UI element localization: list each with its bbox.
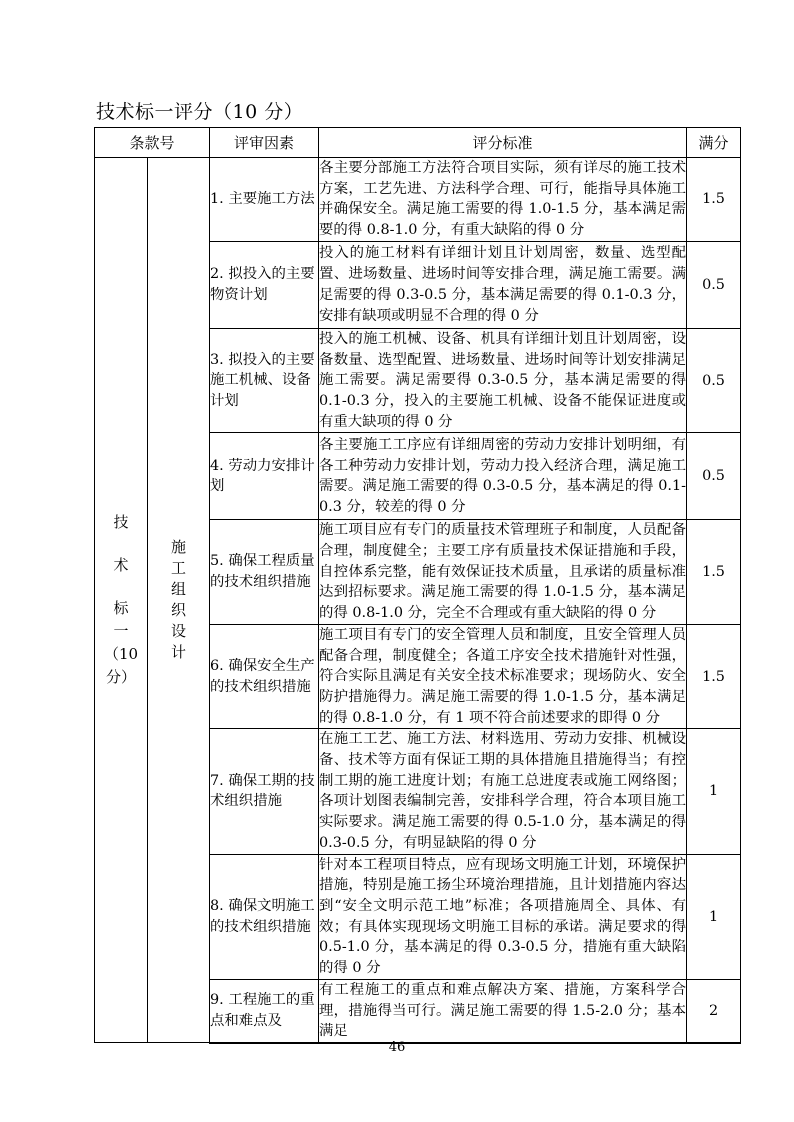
table-row (95, 158, 741, 242)
criteria-cell: 投入的施工机械、设备、机具有详细计划且计划周密，设备数量、选型配置、进场数量、进场时间等计划安排满足施工需要。满足需要得 0.3-0.5 分，基本满足需要的得 0.1-0.3 分，投入的主要施工机械、设备不能保证进度或有重大缺项的得 0 分 (319, 328, 687, 433)
factor-cell: 5. 确保工程质量的技术组织措施 (210, 520, 319, 625)
score-cell: 1.5 (687, 624, 741, 729)
header-factor: 评审因素 (210, 128, 319, 158)
vertical-char: 施 (171, 538, 187, 557)
criteria-cell: 针对本工程项目特点，应有现场文明施工计划，环境保护措施，特别是施工扬尘环境治理措施，且计划措施内容达到“安全文明示范工地”标准；各项措施周全、具体、有效；有具体实现现场文明施工目标的承诺。满足要求的得 0.5-1.0 分，基本满足的得 0.3-0.5 分，措施有重大缺陷的得 0 分 (319, 854, 687, 979)
criteria-cell: 施工项目有专门的安全管理人员和制度，且安全管理人员配备合理，制度健全；各道工序安全技术措施针对性强，符合实际且满足有关安全技术标准要求；现场防火、安全防护措施得力。满足施工需要的得 1.0-1.5 分，基本满足的得 0.8-1.0 分，有 1 项不符合前述要求的即得 0 分 (319, 624, 687, 729)
section-group-cell (148, 158, 210, 1043)
factor-cell: 7. 确保工期的技术组织措施 (210, 729, 319, 854)
vertical-char: 组 (171, 580, 187, 599)
factor-cell: 6. 确保安全生产的技术组织措施 (210, 624, 319, 729)
clause-group-label (95, 511, 147, 689)
vertical-char: 工 (171, 559, 187, 578)
factor-cell: 8. 确保文明施工的技术组织措施 (210, 854, 319, 979)
table-header-row (95, 128, 741, 158)
vertical-char: 标 (113, 599, 129, 618)
header-criteria: 评分标准 (319, 128, 687, 158)
vertical-char: 计 (171, 643, 187, 662)
score-cell: 2 (687, 979, 741, 1043)
score-cell: 1.5 (687, 520, 741, 625)
criteria-cell: 施工项目应有专门的质量技术管理班子和制度，人员配备合理，制度健全；主要工序有质量技术保证措施和手段，自控体系完整，能有效保证技术质量，且承诺的质量标准达到招标要求。满足施工需要的得 1.0-1.5 分，基本满足的得 0.8-1.0 分，完全不合理或有重大缺陷的得 0 分 (319, 520, 687, 625)
vertical-char: 织 (171, 601, 187, 620)
clause-group-cell (95, 158, 148, 1043)
section-group-label (148, 537, 209, 663)
score-cell: 1 (687, 854, 741, 979)
criteria-cell: 有工程施工的重点和难点解决方案、措施，方案科学合理，措施得当可行。满足施工需要的得 1.5-2.0 分；基本满足 (319, 979, 687, 1043)
factor-cell: 9. 工程施工的重点和难点及 (210, 979, 319, 1043)
header-clause-no: 条款号 (95, 128, 210, 158)
score-cell: 1.5 (687, 158, 741, 242)
criteria-cell: 各主要施工工序应有详细周密的劳动力安排计划明细，有各工种劳动力安排计划，劳动力投入经济合理，满足施工需要。满足施工需要的得 0.3-0.5 分，基本满足的得 0.1-0.3 分，较差的得 0 分 (319, 433, 687, 520)
score-cell: 0.5 (687, 328, 741, 433)
factor-cell: 3. 拟投入的主要施工机械、设备计划 (210, 328, 319, 433)
vertical-char: 技 (113, 513, 129, 532)
score-cell: 0.5 (687, 241, 741, 328)
vertical-char: （10 (103, 645, 139, 664)
factor-cell: 1. 主要施工方法 (210, 158, 319, 242)
criteria-cell: 投入的施工材料有详细计划且计划周密，数量、选型配置、进场数量、进场时间等安排合理，满足施工需要。满足需要的得 0.3-0.5 分，基本满足需要的得 0.1-0.3 分，安排有缺项或明显不合理的得 0 分 (319, 241, 687, 328)
vertical-char: 设 (171, 622, 187, 641)
score-cell: 1 (687, 729, 741, 854)
vertical-char: 术 (113, 556, 129, 575)
criteria-cell: 在施工工艺、施工方法、材料选用、劳动力安排、机械设备、技术等方面有保证工期的具体措施且措施得当；有控制工期的施工进度计划；有施工总进度表或施工网络图；各项计划图表编制完善，安排科学合理，符合本项目施工实际要求。满足施工需要的得 0.5-1.0 分，基本满足的得 0.3-0.5 分，有明显缺陷的得 0 分 (319, 729, 687, 854)
page-number: 46 (388, 1040, 406, 1055)
factor-cell: 4. 劳动力安排计划 (210, 433, 319, 520)
evaluation-table (94, 127, 741, 1044)
vertical-char: 分） (105, 668, 136, 687)
vertical-char: 一 (113, 622, 129, 641)
score-cell: 0.5 (687, 433, 741, 520)
page-title: 技术标一评分（10 分） (96, 101, 304, 123)
header-full-score: 满分 (687, 128, 741, 158)
factor-cell: 2. 拟投入的主要物资计划 (210, 241, 319, 328)
criteria-cell: 各主要分部施工方法符合项目实际，须有详尽的施工技术方案，工艺先进、方法科学合理、可行，能指导具体施工并确保安全。满足施工需要的得 1.0-1.5 分，基本满足需要的得 0.8-1.0 分，有重大缺陷的得 0 分 (319, 158, 687, 242)
